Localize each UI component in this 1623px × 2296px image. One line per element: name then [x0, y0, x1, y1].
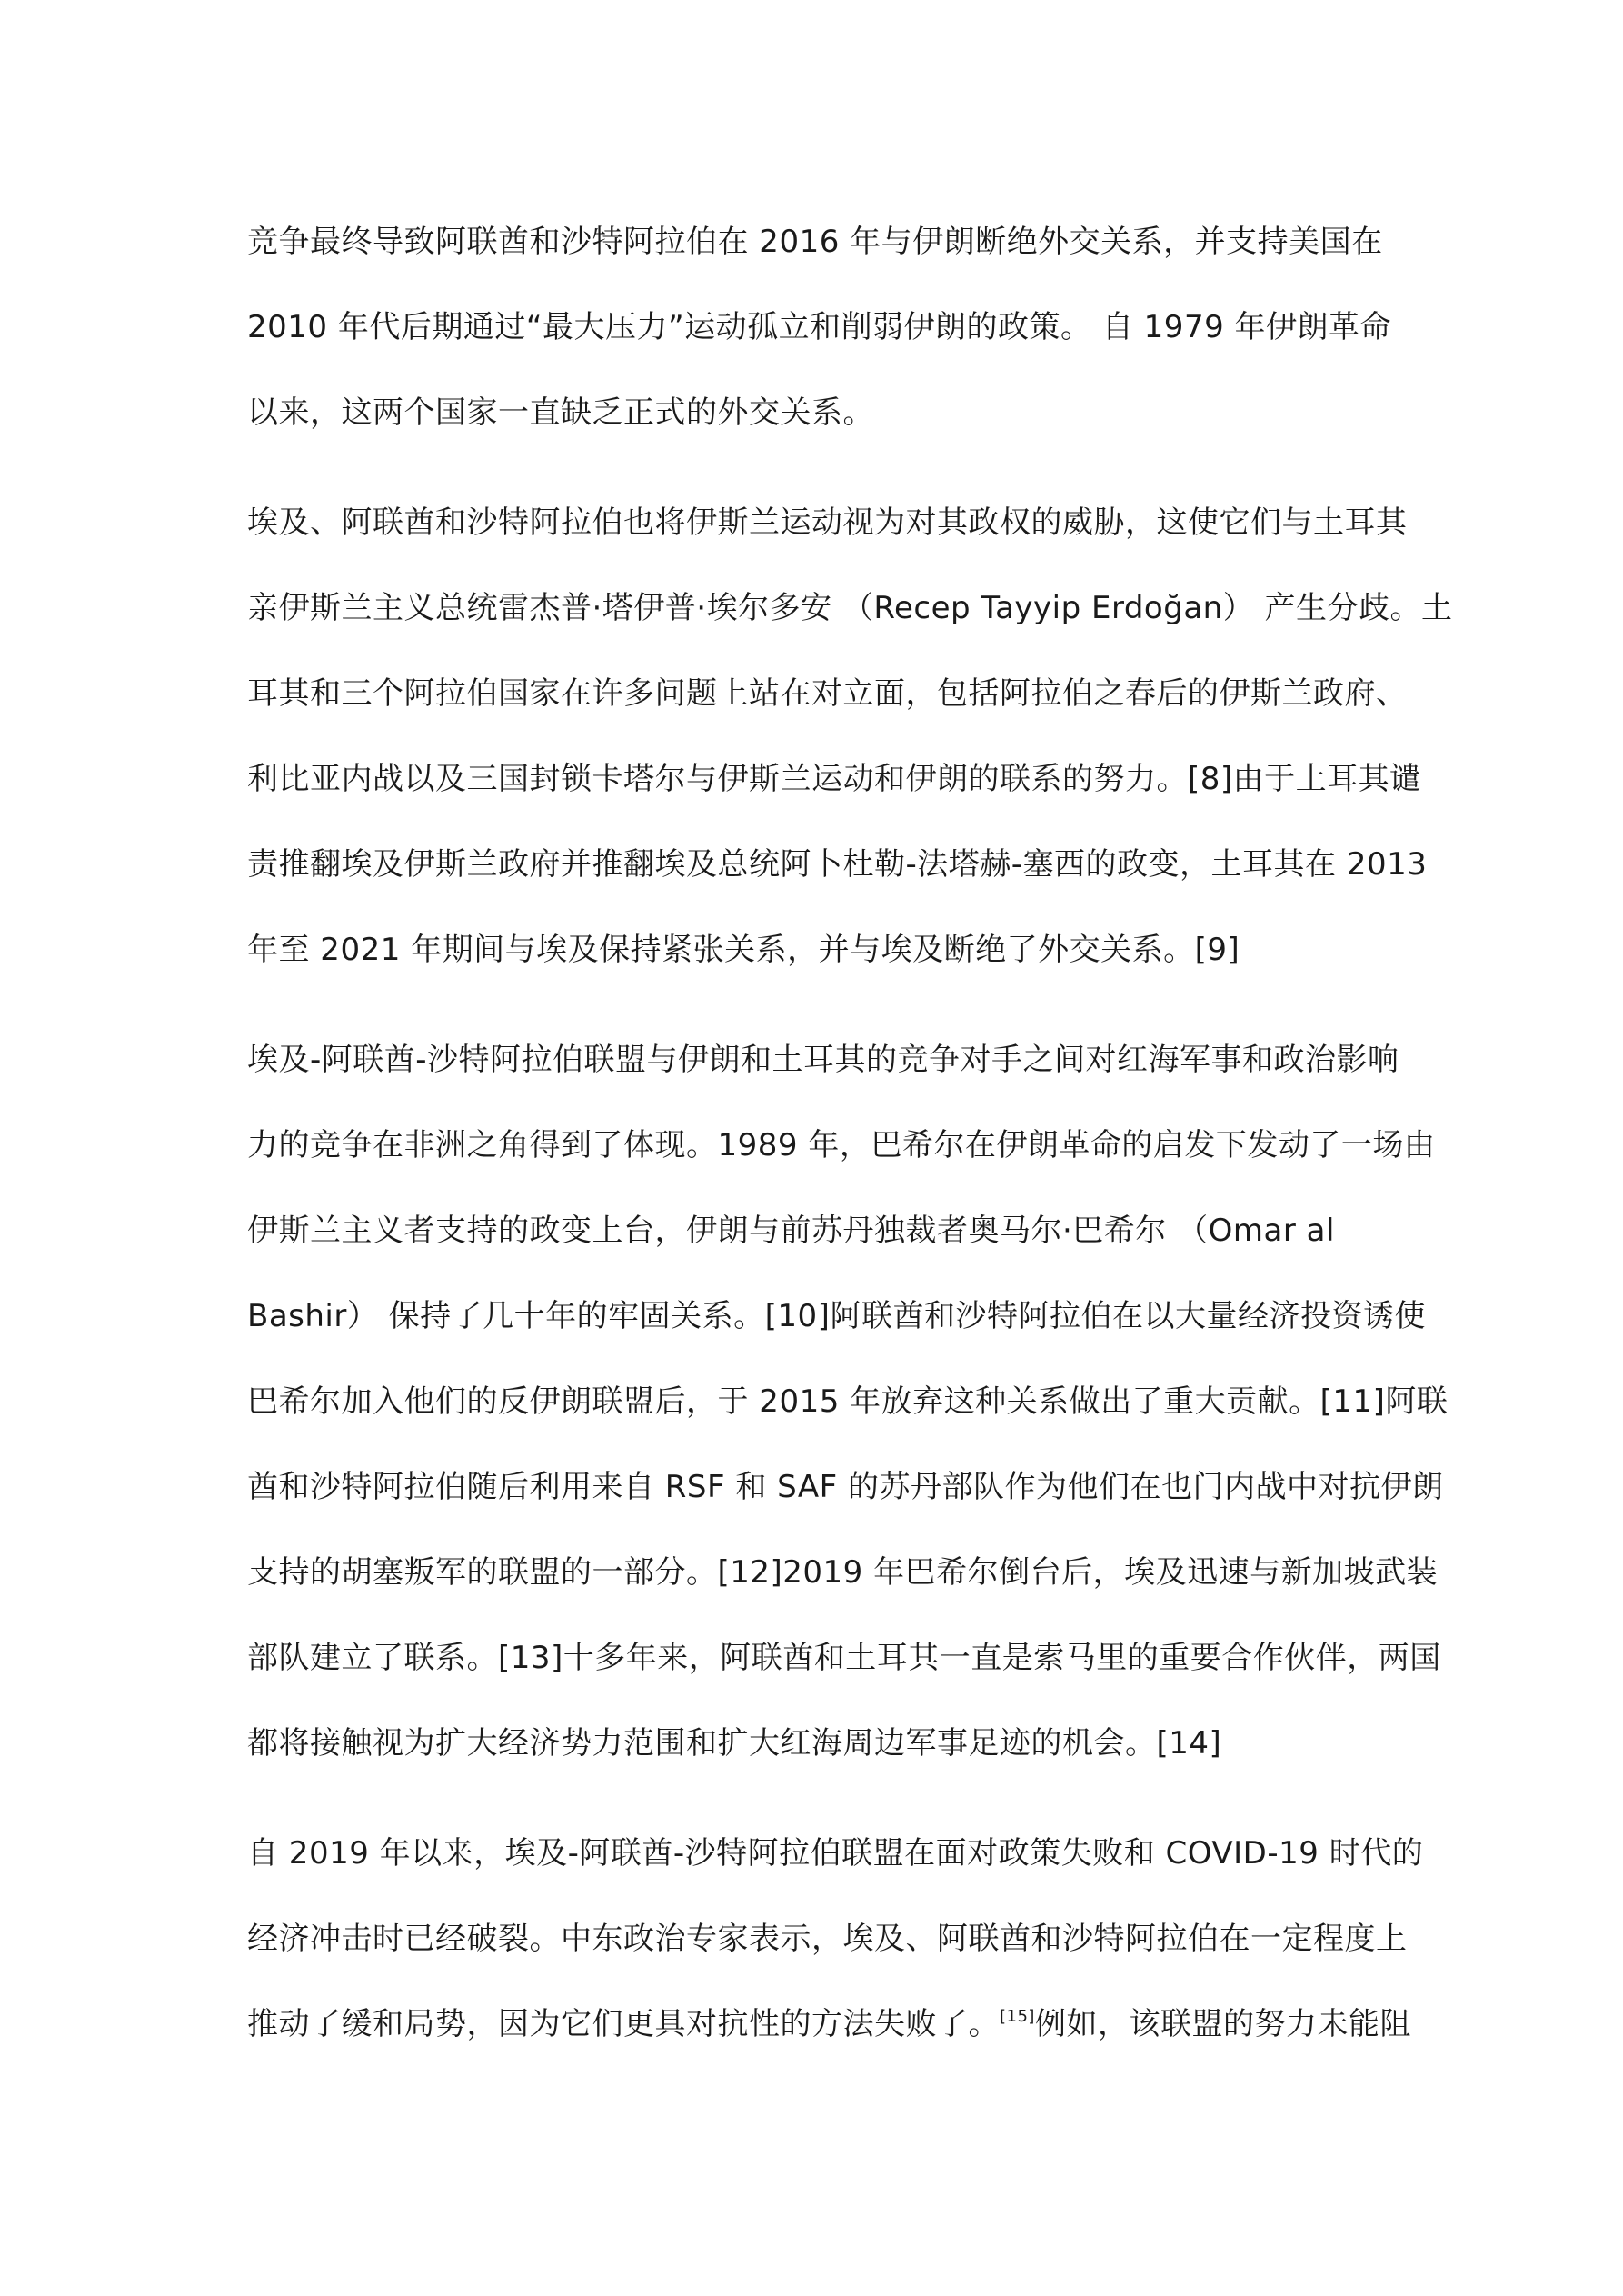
paragraph-4-line-3-text: 推动了缓和局势，因为它们更具对抗性的方法失败了。	[247, 2006, 1000, 2042]
paragraph-3-line-4: Bashir） 保持了几十年的牢固关系。[10]阿联酋和沙特阿拉伯在以大量经济投资诱使	[247, 1298, 1426, 1334]
paragraph-4-line-2: 经济冲击时已经破裂。中东政治专家表示，埃及、阿联酋和沙特阿拉伯在一定程度上	[247, 1921, 1408, 1957]
paragraph-4-line-3-tail: 例如，该联盟的努力未能阻	[1034, 2006, 1411, 2042]
paragraph-2-line-6: 年至 2021 年期间与埃及保持紧张关系，并与埃及断绝了外交关系。[9]	[247, 932, 1240, 968]
paragraph-1-line-1: 竞争最终导致阿联酋和沙特阿拉伯在 2016 年与伊朗断绝外交关系，并支持美国在	[247, 224, 1383, 260]
paragraph-3-line-1: 埃及-阿联酋-沙特阿拉伯联盟与伊朗和土耳其的竞争对手之间对红海军事和政治影响	[247, 1042, 1399, 1078]
paragraph-4-line-3	[247, 2004, 1411, 2044]
paragraph-2-line-2: 亲伊斯兰主义总统雷杰普·塔伊普·埃尔多安 （Recep Tayyip Erdoğan） 产生分歧。土	[247, 590, 1453, 626]
paragraph-2-line-4: 利比亚内战以及三国封锁卡塔尔与伊斯兰运动和伊朗的联系的努力。[8]由于土耳其谴	[247, 761, 1421, 797]
paragraph-3-line-6: 酋和沙特阿拉伯随后利用来自 RSF 和 SAF 的苏丹部队作为他们在也门内战中对抗伊朗	[247, 1469, 1444, 1505]
paragraph-3-line-2: 力的竞争在非洲之角得到了体现。1989 年，巴希尔在伊朗革命的启发下发动了一场由	[247, 1127, 1436, 1163]
paragraph-2-line-1: 埃及、阿联酋和沙特阿拉伯也将伊斯兰运动视为对其政权的威胁，这使它们与土耳其	[247, 504, 1408, 541]
paragraph-3-line-9: 都将接触视为扩大经济势力范围和扩大红海周边军事足迹的机会。[14]	[247, 1725, 1222, 1762]
paragraph-3-line-7: 支持的胡塞叛军的联盟的一部分。[12]2019 年巴希尔倒台后，埃及迅速与新加坡武装	[247, 1554, 1439, 1591]
paragraph-2-line-5: 责推翻埃及伊斯兰政府并推翻埃及总统阿卜杜勒-法塔赫-塞西的政变，土耳其在 2013	[247, 846, 1428, 883]
paragraph-1-line-3: 以来，这两个国家一直缺乏正式的外交关系。	[247, 394, 874, 431]
paragraph-1-line-2: 2010 年代后期通过“最大压力”运动孤立和削弱伊朗的政策。 自 1979 年伊朗革命	[247, 309, 1392, 345]
footnote-reference-15: [15]	[1000, 2007, 1035, 2026]
paragraph-2-line-3: 耳其和三个阿拉伯国家在许多问题上站在对立面，包括阿拉伯之春后的伊斯兰政府、	[247, 675, 1408, 712]
paragraph-3-line-8: 部队建立了联系。[13]十多年来，阿联酋和土耳其一直是索马里的重要合作伙伴，两国	[247, 1640, 1441, 1676]
paragraph-3-line-3: 伊斯兰主义者支持的政变上台，伊朗与前苏丹独裁者奥马尔·巴希尔 （Omar al	[247, 1213, 1335, 1249]
paragraph-4-line-1: 自 2019 年以来，埃及-阿联酋-沙特阿拉伯联盟在面对政策失败和 COVID-19 时代的	[247, 1835, 1424, 1872]
paragraph-3-line-5: 巴希尔加入他们的反伊朗联盟后，于 2015 年放弃这种关系做出了重大贡献。[11]阿联	[247, 1383, 1449, 1420]
